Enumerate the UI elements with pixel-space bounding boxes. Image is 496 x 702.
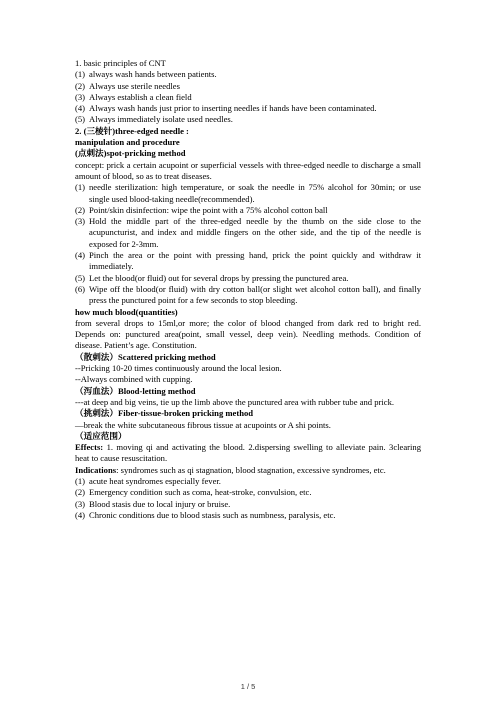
list-item: (2) Always use sterile needles [75, 80, 180, 91]
list-item: (6) Wipe off the blood(or fluid) with dry cotton ball(or slight wet alcohol cotton ball), and finally press the punctured point for a few seconds to stop bleeding. [75, 283, 421, 306]
scattered-line-1: --Pricking 10-20 times continuously around the local lesion. [75, 363, 282, 374]
page-number: 1 / 5 [240, 682, 256, 691]
blood-letting-paragraph: ---at deep and big veins, tie up the limb above the punctured area with rubber tube and prick. [75, 396, 395, 407]
fiber-tissue-paragraph: —break the white subcutaneous fibrous tissue at acupoints or A shi points. [75, 419, 331, 430]
section-2-title: 2. (三棱针)three-edged needle : [75, 125, 189, 136]
subheading-manipulation: manipulation and procedure [75, 137, 180, 148]
list-item: (2) Emergency condition such as coma, heat-stroke, convulsion, etc. [75, 487, 312, 498]
list-item: (1) needle sterilization: high temperature, or soak the needle in 75% alcohol for 30min; or use single used blood-taking needle(recommended). [75, 182, 421, 204]
list-item: (1) acute heat syndromes especially fever. [75, 475, 221, 486]
list-item: (4) Pinch the area or the point with pressing hand, prick the point quickly and withdraw it immediately. [75, 250, 421, 272]
list-item: (2) Point/skin disinfection: wipe the point with a 75% alcohol cotton ball [75, 204, 328, 215]
subheading-how-much: how much blood(quantities) [75, 306, 178, 317]
list-item: (5) Always immediately isolate used needles. [75, 114, 233, 125]
indications-label: Indications [75, 464, 117, 475]
indications-paragraph: Indications: syndromes such as qi stagnation, blood stagnation, excessive syndromes, etc. [75, 464, 386, 475]
scattered-line-2: --Always combined with cupping. [75, 374, 193, 385]
list-item: (3) Always establish a clean field [75, 91, 192, 102]
effects-label: Effects: [75, 442, 104, 453]
subheading-spot-pricking: (点刺法)spot-pricking method [75, 148, 186, 159]
list-item: (4) Chronic conditions due to blood stasis such as numbness, paralysis, etc. [75, 509, 336, 520]
list-item: (3) Blood stasis due to local injury or bruise. [75, 498, 231, 509]
list-item: (5) Let the blood(or fluid) out for several drops by pressing the punctured area. [75, 272, 349, 283]
subheading-blood-letting: （泻血法）Blood-letting method [75, 385, 196, 396]
document-body [75, 58, 421, 521]
subheading-scattered: （散刺法）Scattered pricking method [75, 351, 216, 362]
section-1-title: 1. basic principles of CNT [75, 58, 166, 68]
subheading-fiber-tissue: （挑刺法）Fiber-tissue-broken pricking method [75, 408, 254, 419]
effects-paragraph: Effects: 1. moving qi and activating the blood. 2.dispersing swelling to alleviate pain. 3clearing heat to cause resuscitation. [75, 442, 421, 464]
subheading-range: （适应范围） [75, 430, 127, 441]
concept-paragraph: concept: prick a certain acupoint or superficial vessels with three-edged needle to discharge a small amount of blood, so as to treat diseases. [75, 159, 421, 181]
list-item: (4) Always wash hands just prior to inserting needles if hands have been contaminated. [75, 103, 377, 114]
list-item: (1) always wash hands between patients. [75, 69, 217, 80]
list-item: (3) Hold the middle part of the three-edged needle by the thumb on the side close to the acupuncturist, and index and middle fingers on the other side, and the tip of the needle is exposed for 2-3mm. [75, 216, 421, 249]
how-much-paragraph: from several drops to 15ml,or more; the color of blood changed from dark red to bright red. Depends on: punctured area(point, small vessel, deep vein). Needling methods. Condition of disease. Patient’s age. Constitution. [75, 317, 421, 351]
